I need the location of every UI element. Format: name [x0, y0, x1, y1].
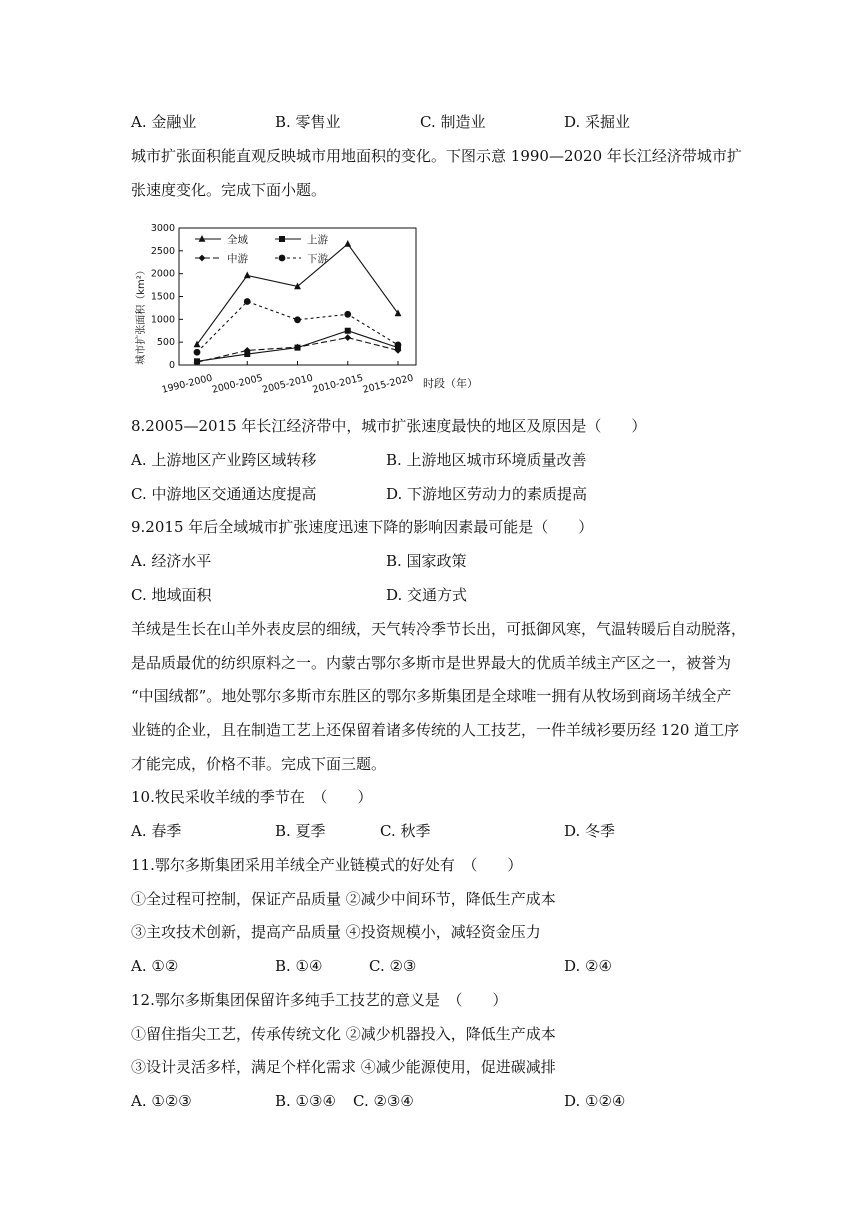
x-tick-label: 2005-2010 — [261, 372, 315, 396]
q10-stem: 10.牧民采收羊绒的季节在 （ ） — [131, 788, 373, 806]
data-point — [194, 349, 201, 356]
legend-swatch-marker — [199, 255, 206, 262]
series-3 — [194, 334, 402, 365]
q8-option-a: A. 上游地区产业跨区域转移 — [131, 451, 317, 469]
q12-option-d: D. ①②④ — [564, 1092, 626, 1110]
intro2-line-2: 是品质最优的纺织原料之一。内蒙古鄂尔多斯市是世界最大的优质羊绒主产区之一，被誉为 — [131, 654, 732, 672]
chart-series — [194, 240, 402, 366]
q9-stem: 9.2015 年后全域城市扩张速度迅速下降的影响因素最可能是（ ） — [131, 518, 594, 536]
x-axis-ticks — [161, 361, 415, 396]
x-tick-label: 2010-2015 — [311, 372, 365, 396]
data-point — [345, 328, 351, 334]
data-point — [294, 316, 301, 323]
series-1 — [194, 240, 402, 347]
q9-option-d: D. 交通方式 — [386, 586, 468, 604]
x-tick-label: 1990-2000 — [160, 372, 214, 396]
y-axis-ticks — [151, 223, 183, 371]
q10-option-d: D. 冬季 — [564, 822, 616, 840]
data-point — [344, 311, 351, 318]
legend-entry — [195, 252, 248, 265]
legend-label: 全域 — [227, 234, 248, 246]
data-point — [344, 240, 351, 247]
q8-option-d: D. 下游地区劳动力的素质提高 — [386, 485, 588, 503]
q11-option-b: B. ①④ — [275, 957, 323, 975]
q10-option-b: B. 夏季 — [275, 822, 326, 840]
q12-items-line-2: ③设计灵活多样，满足个样化需求 ④减少能源使用，促进碳减排 — [131, 1058, 556, 1076]
y-tick-label: 500 — [156, 337, 175, 349]
y-axis-label: 城市扩张面积（km²） — [136, 265, 147, 365]
intro1-line-1: 城市扩张面积能直观反映城市用地面积的变化。下图示意 1990—2020 年长江经济带城市扩 — [131, 147, 742, 165]
q11-option-c: C. ②③ — [369, 957, 417, 975]
data-point — [244, 298, 251, 305]
intro1-line-2: 张速度变化。完成下面小题。 — [131, 181, 327, 199]
chart-legend — [195, 233, 328, 265]
q9-option-c: C. 地域面积 — [131, 586, 212, 604]
q12-option-a: A. ①②③ — [131, 1092, 192, 1110]
q7-option-c: C. 制造业 — [420, 113, 486, 131]
q11-items-line-1: ①全过程可控制，保证产品质量 ②减少中间环节，降低生产成本 — [131, 890, 556, 908]
y-tick-label: 2500 — [150, 245, 175, 257]
intro2-line-3: “中国绒都”。地处鄂尔多斯市东胜区的鄂尔多斯集团是全球唯一拥有从牧场到商场羊绒全产 — [131, 687, 732, 705]
q11-option-a: A. ①② — [131, 957, 179, 975]
q12-option-c: C. ②③④ — [353, 1092, 414, 1110]
legend-label: 中游 — [227, 253, 248, 265]
intro2-line-4: 业链的企业，且在制造工艺上还保留着诸多传统的人工技艺，一件羊绒衫要历经 120 道工序 — [131, 721, 740, 739]
y-tick-label: 1500 — [150, 291, 175, 303]
q8-option-b: B. 上游地区城市环境质量改善 — [386, 451, 587, 469]
y-tick-label: 3000 — [150, 223, 175, 234]
q7-option-a: A. 金融业 — [131, 113, 197, 131]
data-point — [395, 342, 402, 349]
q10-option-a: A. 春季 — [131, 822, 182, 840]
x-tick-label: 2000-2005 — [210, 372, 264, 396]
q11-option-d: D. ②④ — [564, 957, 612, 975]
y-tick-label: 1000 — [150, 314, 175, 326]
q9-option-b: B. 国家政策 — [386, 552, 467, 570]
data-point — [244, 271, 251, 278]
q11-stem: 11.鄂尔多斯集团采用羊绒全产业链模式的好处有 （ ） — [131, 856, 523, 874]
legend-entry — [275, 252, 328, 265]
q9-option-a: A. 经济水平 — [131, 552, 212, 570]
legend-label: 上游 — [307, 234, 328, 246]
data-point — [344, 334, 351, 341]
expansion-line-chart — [131, 220, 481, 400]
x-axis-label: 时段（年） — [423, 377, 478, 390]
legend-entry — [275, 233, 328, 246]
x-tick-label: 2015-2020 — [361, 372, 415, 396]
q12-items-line-1: ①留住指尖工艺，传承传统文化 ②减少机器投入，降低生产成本 — [131, 1025, 556, 1043]
q12-stem: 12.鄂尔多斯集团保留许多纯手工技艺的意义是 （ ） — [131, 991, 508, 1009]
intro2-line-5: 才能完成，价格不菲。完成下面三题。 — [131, 755, 387, 773]
q8-option-c: C. 中游地区交通通达度提高 — [131, 485, 317, 503]
q7-option-d: D. 采掘业 — [564, 113, 631, 131]
legend-entry — [195, 233, 248, 246]
y-tick-label: 0 — [168, 360, 175, 371]
q10-option-c: C. 秋季 — [380, 822, 431, 840]
intro2-line-1: 羊绒是生长在山羊外表皮层的细绒，天气转冷季节长出，可抵御风寒，气温转暖后自动脱落， — [131, 620, 747, 638]
legend-label: 下游 — [307, 253, 328, 265]
y-tick-label: 2000 — [150, 268, 175, 280]
legend-swatch-marker — [199, 235, 206, 242]
q8-stem: 8.2005—2015 年长江经济带中，城市扩张速度最快的地区及原因是（ ） — [131, 417, 647, 435]
legend-swatch-marker — [279, 255, 286, 262]
q12-option-b: B. ①③④ — [275, 1092, 336, 1110]
legend-swatch-marker — [279, 236, 285, 242]
q11-items-line-2: ③主攻技术创新，提高产品质量 ④投资规模小，减轻资金压力 — [131, 923, 541, 941]
q7-option-b: B. 零售业 — [275, 113, 341, 131]
